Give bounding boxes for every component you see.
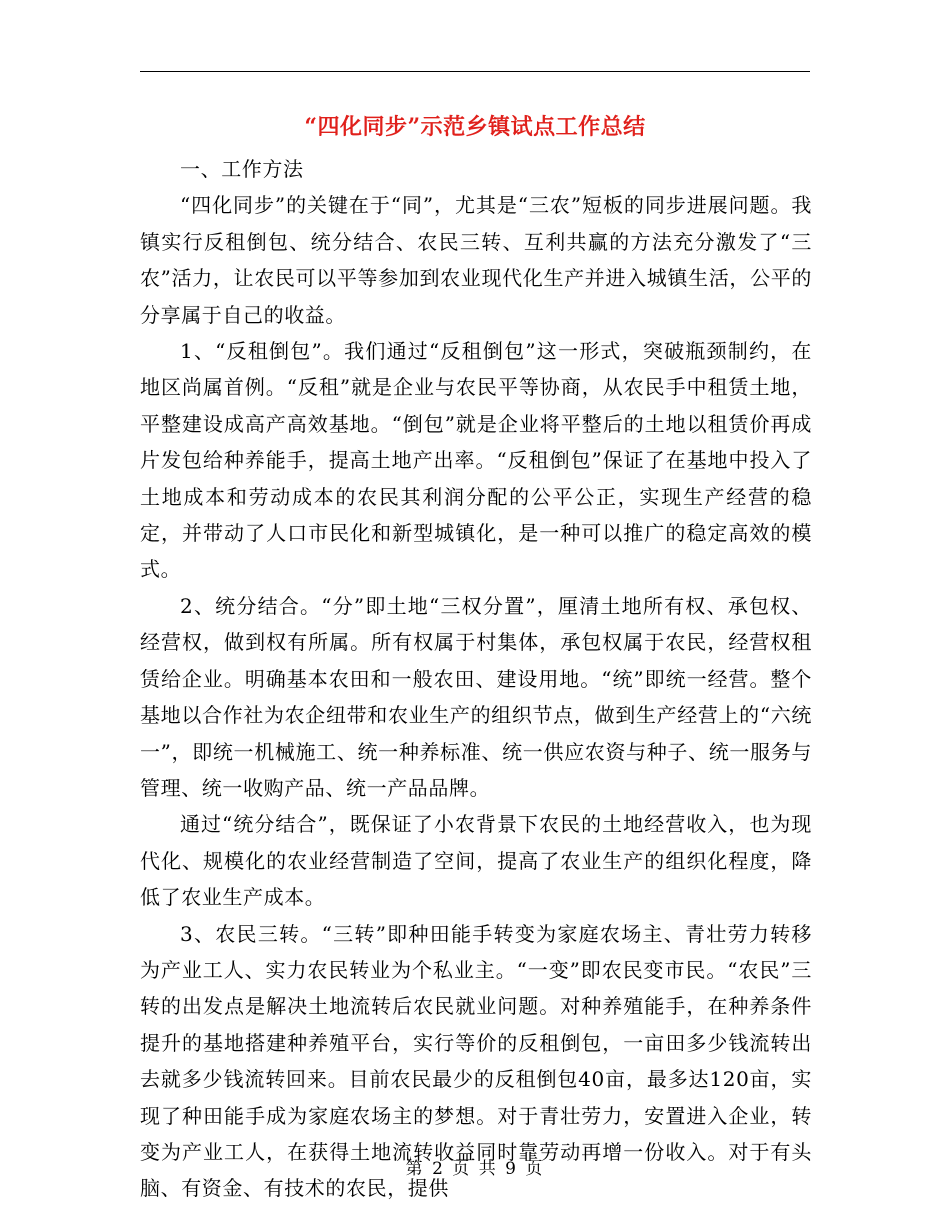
footer-prefix: 第 (405, 1159, 425, 1179)
footer-current-page: 2 (432, 1159, 445, 1179)
body-paragraph: 3、农民三转。“三转”即种田能手转变为家庭农场主、青壮劳力转移为产业工人、实力农民转业为个私业主。“一变”即农民变市民。“农民”三转的出发点是解决土地流转后农民就业问题。对种养殖能手，在种养条件提升的基地搭建种养殖平台，实行等价的反租倒包，一亩田多少钱流转出去就多少钱流转回来。目前农民最少的反租倒包40亩，最多达120亩，实现了种田能手成为家庭农场主的梦想。对于青壮劳力，安置进入企业，转变为产业工人，在获得土地流转收益同时靠劳动再增一份收入。对于有头脑、有资金、有技术的农民，提供 (140, 921, 812, 1201)
document-title: “四化同步”示范乡镇试点工作总结 (304, 114, 646, 140)
body-paragraph: “四化同步”的关键在于“同”，尤其是“三农”短板的同步进展问题。我镇实行反租倒包、统分结合、农民三转、互利共赢的方法充分激发了“三农”活力，让农民可以平等参加到农业现代化生产并进入城镇生活，公平的分享属于自己的收益。 (140, 193, 812, 327)
body-paragraph: 2、统分结合。“分”即土地“三权分置”，厘清土地所有权、承包权、经营权，做到权有所属。所有权属于村集体，承包权属于农民，经营权租赁给企业。明确基本农田和一般农田、建设用地。“统”即统一经营。整个基地以合作社为农企纽带和农业生产的组织节点，做到生产经营上的“六统一”，即统一机械施工、统一种养标准、统一供应农资与种子、统一服务与管理、统一收购产品、统一产品品牌。 (140, 593, 812, 800)
header-rule (140, 71, 810, 72)
body-paragraph: 通过“统分结合”，既保证了小农背景下农民的土地经营收入，也为现代化、规模化的农业经营制造了空间，提高了农业生产的组织化程度，降低了农业生产成本。 (140, 812, 812, 910)
footer-suffix: 页 (525, 1159, 545, 1179)
footer-page-word: 页 (452, 1159, 472, 1179)
section-heading: 一、工作方法 (180, 157, 304, 181)
body-paragraph: 1、“反租倒包”。我们通过“反租倒包”这一形式，突破瓶颈制约，在地区尚属首例。“反租”就是企业与农民平等协商，从农民手中租赁土地，平整建设成高产高效基地。“倒包”就是企业将平整后的土地以租赁价再成片发包给种养能手，提高土地产出率。“反租倒包”保证了在基地中投入了土地成本和劳动成本的农民其利润分配的公平公正，实现生产经营的稳定，并带动了人口市民化和新型城镇化，是一种可以推广的稳定高效的模式。 (140, 339, 812, 582)
footer-total-word: 共 (478, 1159, 498, 1179)
footer-total-pages: 9 (505, 1159, 518, 1179)
document-body (140, 151, 812, 1207)
page-footer (0, 1154, 950, 1179)
